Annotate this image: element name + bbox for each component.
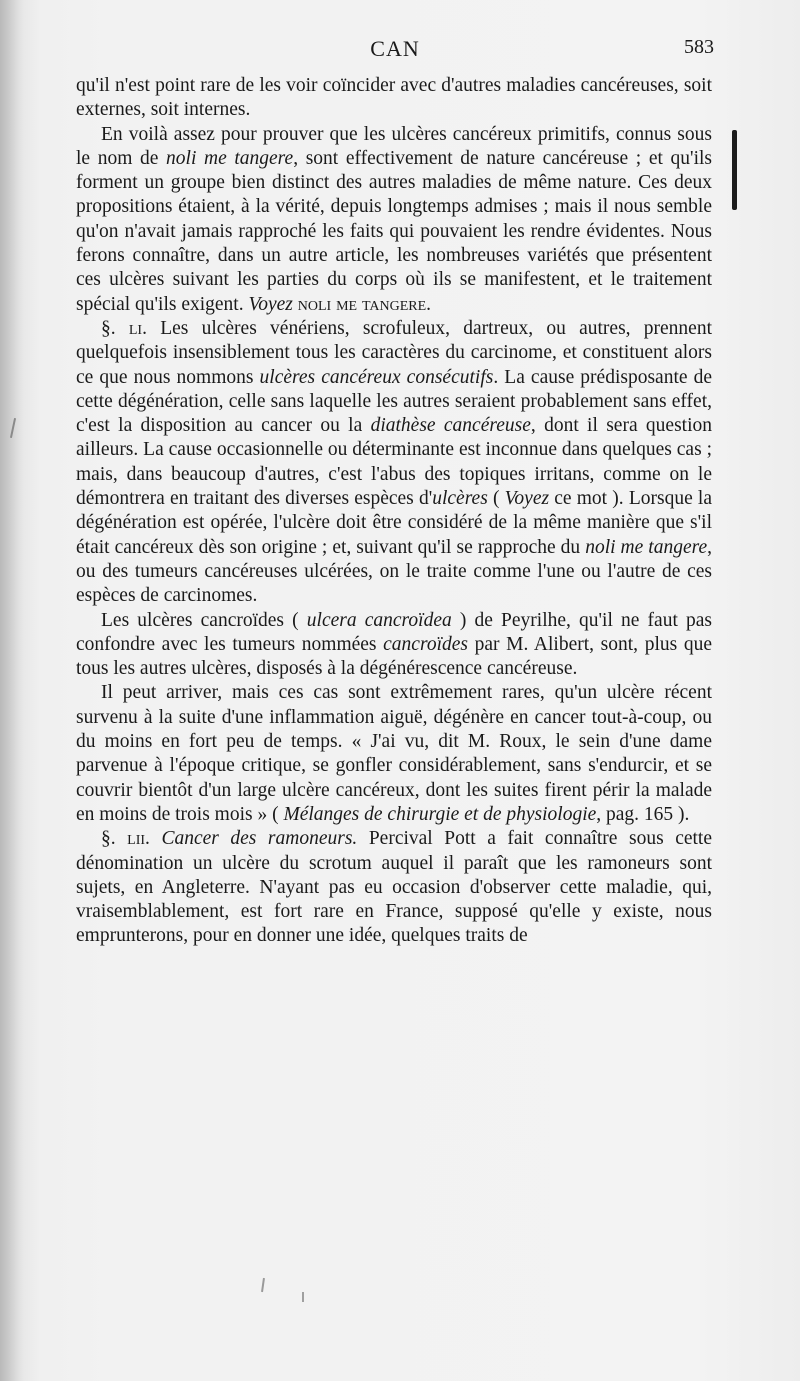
paragraph-cancroides (76, 609, 712, 682)
italic-term: diathèse cancéreuse (370, 415, 531, 437)
margin-marker-bar (732, 130, 737, 210)
cross-reference-voyez: Voyez (248, 293, 293, 315)
italic-term: noli me tangere (166, 147, 294, 169)
italic-heading: Cancer des ramoneurs. (161, 828, 358, 850)
paragraph-roux-quote (76, 681, 712, 827)
text-run (150, 828, 162, 849)
stray-mark (261, 1278, 265, 1292)
paragraph-continuation (76, 74, 712, 123)
text-run: Les ulcères cancroïdes ( (101, 609, 307, 631)
text-run: , pag. 165 ). (596, 803, 690, 825)
text-run: Il peut arriver, mais ces cas sont extrêmement rares, qu'un ulcère récent survenu à la suite d'une inflammation aiguë, dégénère en cancer tout-à-coup, ou du moins en fort peu de temps. « J'ai vu, dit M. Roux, le sein d'une dame parvenue à l'époque critique, se gonfler considérablement, sans s'endurcir, et se couvrir bientôt d'un large ulcère cancéreux, dont les suites firent périr la malade en moins de trois mois » ( (76, 682, 712, 825)
text-run: . La cause prédisposante de cette dégénération, celle sans laquelle les autres seraient probablement sans effet, c'est la disposition au cancer ou la (76, 366, 713, 437)
text-run: ( (487, 488, 505, 510)
text-run: ce mot ). Lorsque la dégénération est opérée, l'ulcère doit être considéré de la même manière que s'il était cancéreux dès son origine ; et, suivant qu'il se rapproche du (76, 488, 712, 558)
stray-mark (302, 1292, 304, 1302)
page-header (76, 36, 714, 68)
paragraph-section-52 (76, 827, 712, 948)
paragraph-noli-me-tangere (76, 123, 712, 317)
text-run: , dont il sera question ailleurs. La cause occasionnelle ou déterminante est inconnue dans quelques cas ; mais, dans beaucoup d'autres, c'est l'abus des topiques irritans, comme on le démontrera en traitant des diverses espèces d' (76, 415, 713, 510)
section-number: §. li. (101, 317, 147, 339)
italic-term: ulcères (432, 488, 488, 510)
text-run: ) de Peyrilhe, qu'il ne faut pas confondre avec les tumeurs nommées (76, 609, 712, 655)
page-number: 583 (684, 36, 714, 58)
text-run: par M. Alibert, sont, plus que tous les autres ulcères, disposés à la dégénérescence cancéreuse. (76, 633, 712, 680)
section-number: §. lii. (101, 828, 150, 850)
italic-term: ulcères cancéreux consécutifs (259, 366, 494, 388)
text-run: qu'il n'est point rare de les voir coïncider avec d'autres maladies cancéreuses, soit externes, soit internes. (76, 75, 712, 121)
italic-term: noli me tangere (585, 536, 708, 558)
italic-citation: Mélanges de chirurgie et de physiologie (283, 803, 597, 825)
text-run: Percival Pott a fait connaître sous cette dénomination un ulcère du scrotum auquel il paraît que les ramoneurs sont sujets, en Angleterre. N'ayant pas eu occasion d'observer cette maladie, qui, vraisemblablement, est fort rare en France, supposé qu'elle y existe, nous emprunterons, pour en donner une idée, quelques traits de (76, 828, 712, 947)
text-run: En voilà assez pour prouver que les ulcères cancéreux primitifs, connus sous le nom de (76, 123, 712, 169)
paragraph-section-51 (76, 317, 712, 609)
italic-term: ulcera cancroïdea (306, 609, 452, 631)
text-run: , sont effectivement de nature cancéreuse ; et qu'ils forment un groupe bien distinct des autres maladies de même nature. Ces deux propositions étaient, à la vérité, depuis longtemps admises ; mais il nous semble qu'on n'avait jamais rapproché les faits qui pouvaient les rendre évidentes. Nous ferons connaître, dans un autre article, les nombreuses variétés que présentent ces ulcères suivant les parties du corps où ils se manifestent, et le traitement spécial qu'ils exigent. (76, 147, 712, 315)
text-run: Les ulcères vénériens, scrofuleux, dartreux, ou autres, prennent quelquefois insensiblement tous les caractères du carcinome, et constituent alors ce que nous nommons (76, 317, 712, 388)
text-run: , ou des tumeurs cancéreuses ulcérées, on le traite comme l'une ou l'autre de ces espèces de carcinomes. (76, 536, 713, 607)
gutter-shadow (0, 0, 24, 1381)
cross-reference-voyez: Voyez (504, 488, 550, 510)
body-text (76, 74, 712, 949)
italic-term: cancroïdes (383, 633, 468, 655)
running-head: CAN (370, 36, 420, 61)
small-caps-reference: noli me tangere. (292, 293, 432, 315)
